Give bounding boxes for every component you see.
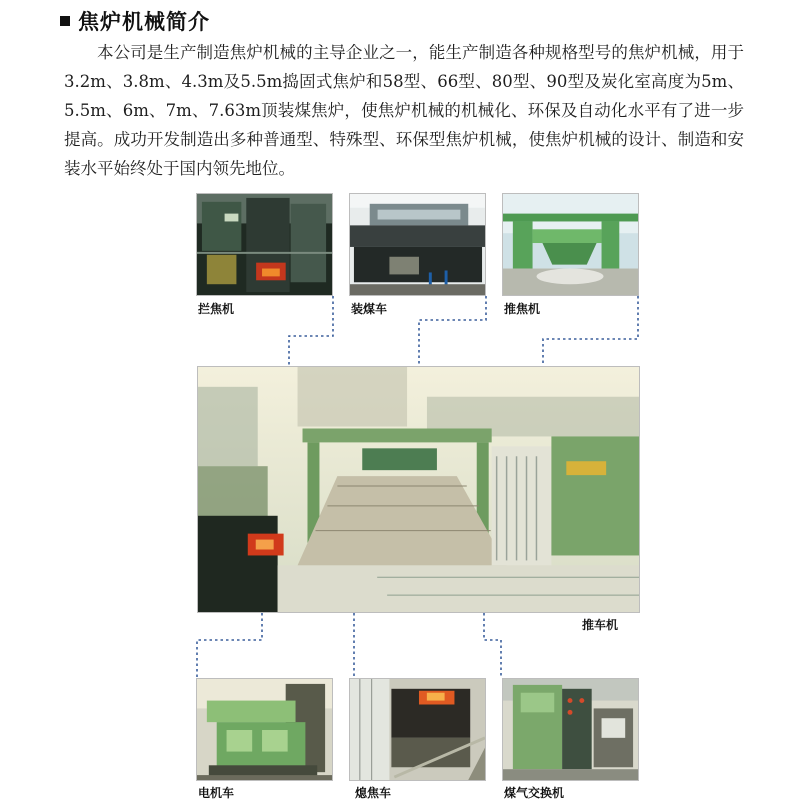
caption-dianji: 电机车: [198, 786, 235, 800]
connector-dianji: [197, 613, 262, 678]
section-heading: [60, 6, 210, 36]
caption-zhuangmei: 装煤车: [351, 302, 388, 316]
connector-tuijiao: [543, 296, 638, 366]
caption-main: 推车机: [582, 618, 619, 632]
photo-coke-pusher: [502, 193, 639, 296]
caption-tuijiao: 推焦机: [504, 302, 541, 316]
connector-zhuangmei: [419, 296, 486, 366]
photo-main-coke-oven: [197, 366, 640, 613]
photo-gas-exchanger: [502, 678, 639, 781]
connector-lanjiao: [289, 296, 333, 366]
photo-electric-locomotive: [196, 678, 333, 781]
intro-paragraph: 本公司是生产制造焦炉机械的主导企业之一，能生产制造各种规格型号的焦炉机械，用于3.2m、3.8m、4.3m及5.5m捣固式焦炉和58型、66型、80型、90型及炭化室高度为5m、5.5m、6m、7m、7.63m顶装煤焦炉，使焦炉机械的机械化、环保及自动化水平有了进一步提高。成功开发制造出多种普通型、特殊型、环保型焦炉机械，使焦炉机械的设计、制造和安装水平始终处于国内领先地位。: [64, 43, 744, 178]
connector-meiqi: [484, 613, 501, 678]
photo-lanjiao-machine: [196, 193, 333, 296]
photo-coke-quenching-car: [349, 678, 486, 781]
photo-coal-charging-car: [349, 193, 486, 296]
square-bullet-icon: [60, 16, 70, 26]
caption-xijiao: 熄焦车: [355, 786, 392, 800]
caption-lanjiao: 拦焦机: [198, 302, 235, 316]
caption-meiqi: 煤气交换机: [504, 786, 565, 800]
section-title: 焦炉机械简介: [78, 10, 210, 34]
